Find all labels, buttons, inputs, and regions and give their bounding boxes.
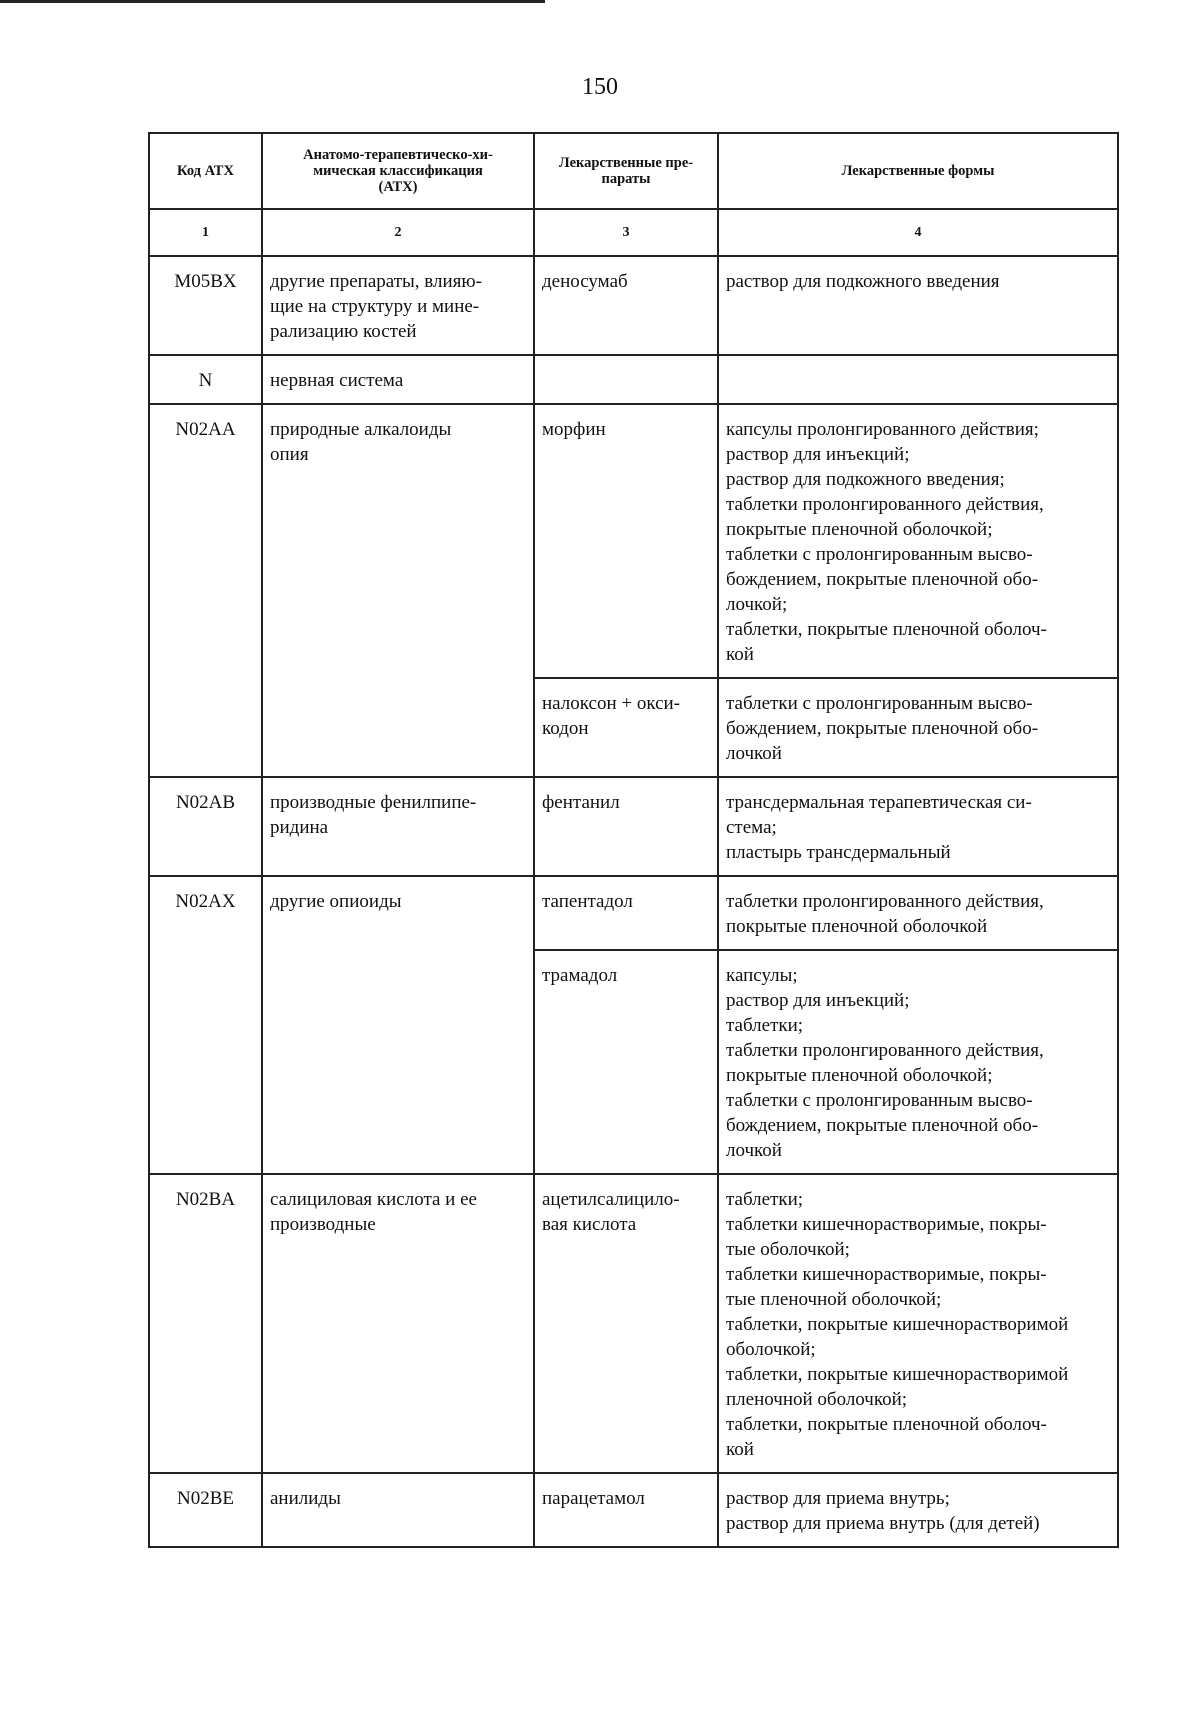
header-drugs [534,133,718,209]
atc-code-cell: N02AA [149,404,262,777]
dosage-form-line: стема; [726,817,777,838]
atc-table [148,132,1119,1548]
table-row [149,256,1118,355]
dosage-form-line: лочкой; [726,594,788,615]
header-forms-label: Лекарственные формы [841,163,995,179]
dosage-forms-cell [718,404,1118,678]
classification-cell [262,404,534,777]
dosage-form-line: бождением, покрытые пленочной обо- [726,718,1039,739]
classification-line: производные фенилпипе- [270,792,477,813]
classification-line: рализацию костей [270,321,417,342]
dosage-forms-cell [718,876,1118,950]
dosage-form-line: таблетки; [726,1189,804,1210]
classification-cell [262,777,534,876]
atc-table-body [149,256,1118,1547]
dosage-form-line: таблетки, покрытые пленочной оболоч- [726,619,1047,640]
header-classification-line: (АТХ) [378,179,418,195]
drug-name-cell [534,1174,718,1473]
dosage-forms-cell [718,355,1118,404]
drug-name-cell [534,777,718,876]
drug-name-line: трамадол [542,965,618,986]
dosage-form-line: лочкой [726,743,782,764]
atc-code-cell: M05BX [149,256,262,355]
classification-line: опия [270,444,309,465]
classification-line: ридина [270,817,329,838]
drug-name-cell [534,404,718,678]
table-row [149,404,1118,678]
header-classification-line: мическая классификация [313,163,483,179]
dosage-form-line: раствор для подкожного введения [726,271,1000,292]
drug-name-cell [534,876,718,950]
drug-name-line: деносумаб [542,271,628,292]
dosage-forms-cell [718,256,1118,355]
classification-cell [262,256,534,355]
column-number: 2 [262,209,534,256]
drug-name-line: ацетилсалицило- [542,1189,680,1210]
header-drugs-line: параты [601,171,651,187]
top-border-line [0,0,545,3]
column-number: 3 [534,209,718,256]
dosage-form-line: таблетки; [726,1015,804,1036]
drug-name-line: тапентадол [542,891,633,912]
dosage-forms-cell [718,1174,1118,1473]
dosage-form-line: раствор для приема внутрь (для детей) [726,1513,1040,1534]
drug-name-cell [534,678,718,777]
drug-name-cell [534,950,718,1174]
table-row [149,355,1118,404]
drug-name-line: кодон [542,718,589,739]
dosage-form-line: покрытые пленочной оболочкой; [726,519,993,540]
classification-cell [262,1473,534,1547]
classification-cell [262,1174,534,1473]
dosage-form-line: лочкой [726,1140,782,1161]
drug-name-cell [534,1473,718,1547]
drug-name-line: вая кислота [542,1214,637,1235]
table-row [149,1473,1118,1547]
dosage-form-line: кой [726,644,754,665]
atc-code-cell: N [149,355,262,404]
header-forms [718,133,1118,209]
dosage-form-line: таблетки кишечнорастворимые, покры- [726,1264,1047,1285]
dosage-form-line: таблетки, покрытые пленочной оболоч- [726,1414,1047,1435]
dosage-form-line: покрытые пленочной оболочкой [726,916,988,937]
classification-line: другие опиоиды [270,891,402,912]
classification-line: другие препараты, влияю- [270,271,482,292]
classification-line: салициловая кислота и ее [270,1189,477,1210]
dosage-form-line: таблетки с пролонгированным высво- [726,544,1033,565]
dosage-form-line: капсулы пролонгированного действия; [726,419,1039,440]
dosage-form-line: раствор для приема внутрь; [726,1488,950,1509]
drug-name-cell [534,256,718,355]
drug-name-line: морфин [542,419,606,440]
dosage-form-line: таблетки, покрытые кишечнорастворимой пленочной оболочкой; [726,1364,1069,1410]
table-row [149,876,1118,950]
header-classification [262,133,534,209]
drug-name-line: фентанил [542,792,620,813]
drug-name-cell [534,355,718,404]
table-row [149,777,1118,876]
dosage-form-line: трансдермальная терапевтическая си- [726,792,1032,813]
classification-line: природные алкалоиды [270,419,452,440]
classification-line: нервная система [270,370,404,391]
header-drugs-line: Лекарственные пре- [558,155,694,171]
dosage-form-line: таблетки пролонгированного действия, [726,891,1044,912]
column-number-row [149,209,1118,256]
atc-code-cell: N02AB [149,777,262,876]
dosage-form-line: кой [726,1439,754,1460]
header-code-label: Код АТХ [177,163,234,179]
dosage-form-line: таблетки кишечнорастворимые, покры- [726,1214,1047,1235]
dosage-form-line: таблетки с пролонгированным высво- [726,1090,1033,1111]
dosage-form-line: раствор для инъекций; [726,444,910,465]
dosage-form-line: таблетки с пролонгированным высво- [726,693,1033,714]
header-row [149,133,1118,209]
header-code [149,133,262,209]
classification-line: щие на структуру и мине- [270,296,480,317]
classification-cell [262,355,534,404]
classification-line: производные [270,1214,376,1235]
atc-code-cell: N02BE [149,1473,262,1547]
dosage-forms-cell [718,950,1118,1174]
column-number: 1 [149,209,262,256]
atc-code-cell: N02BA [149,1174,262,1473]
drug-name-line: налоксон + окси- [542,693,681,714]
dosage-form-line: бождением, покрытые пленочной обо- [726,569,1039,590]
dosage-form-line: таблетки, покрытые кишечнорастворимой оболочкой; [726,1314,1069,1360]
dosage-form-line: раствор для подкожного введения; [726,469,1005,490]
page-number: 150 [582,74,618,100]
dosage-form-line: таблетки пролонгированного действия, [726,494,1044,515]
dosage-form-line: тые пленочной оболочкой; [726,1289,942,1310]
classification-line: анилиды [270,1488,341,1509]
dosage-form-line: раствор для инъекций; [726,990,910,1011]
dosage-form-line: капсулы; [726,965,798,986]
dosage-forms-cell [718,1473,1118,1547]
dosage-form-line: тые оболочкой; [726,1239,850,1260]
table-row [149,1174,1118,1473]
dosage-form-line: пластырь трансдермальный [726,842,951,863]
column-number: 4 [718,209,1118,256]
atc-code-cell: N02AX [149,876,262,1174]
header-classification-line: Анатомо-терапевтическо-хи- [303,147,493,163]
drug-name-line: парацетамол [542,1488,645,1509]
dosage-form-line: покрытые пленочной оболочкой; [726,1065,993,1086]
dosage-forms-cell [718,678,1118,777]
dosage-forms-cell [718,777,1118,876]
dosage-form-line: бождением, покрытые пленочной обо- [726,1115,1039,1136]
dosage-form-line: таблетки пролонгированного действия, [726,1040,1044,1061]
classification-cell [262,876,534,1174]
